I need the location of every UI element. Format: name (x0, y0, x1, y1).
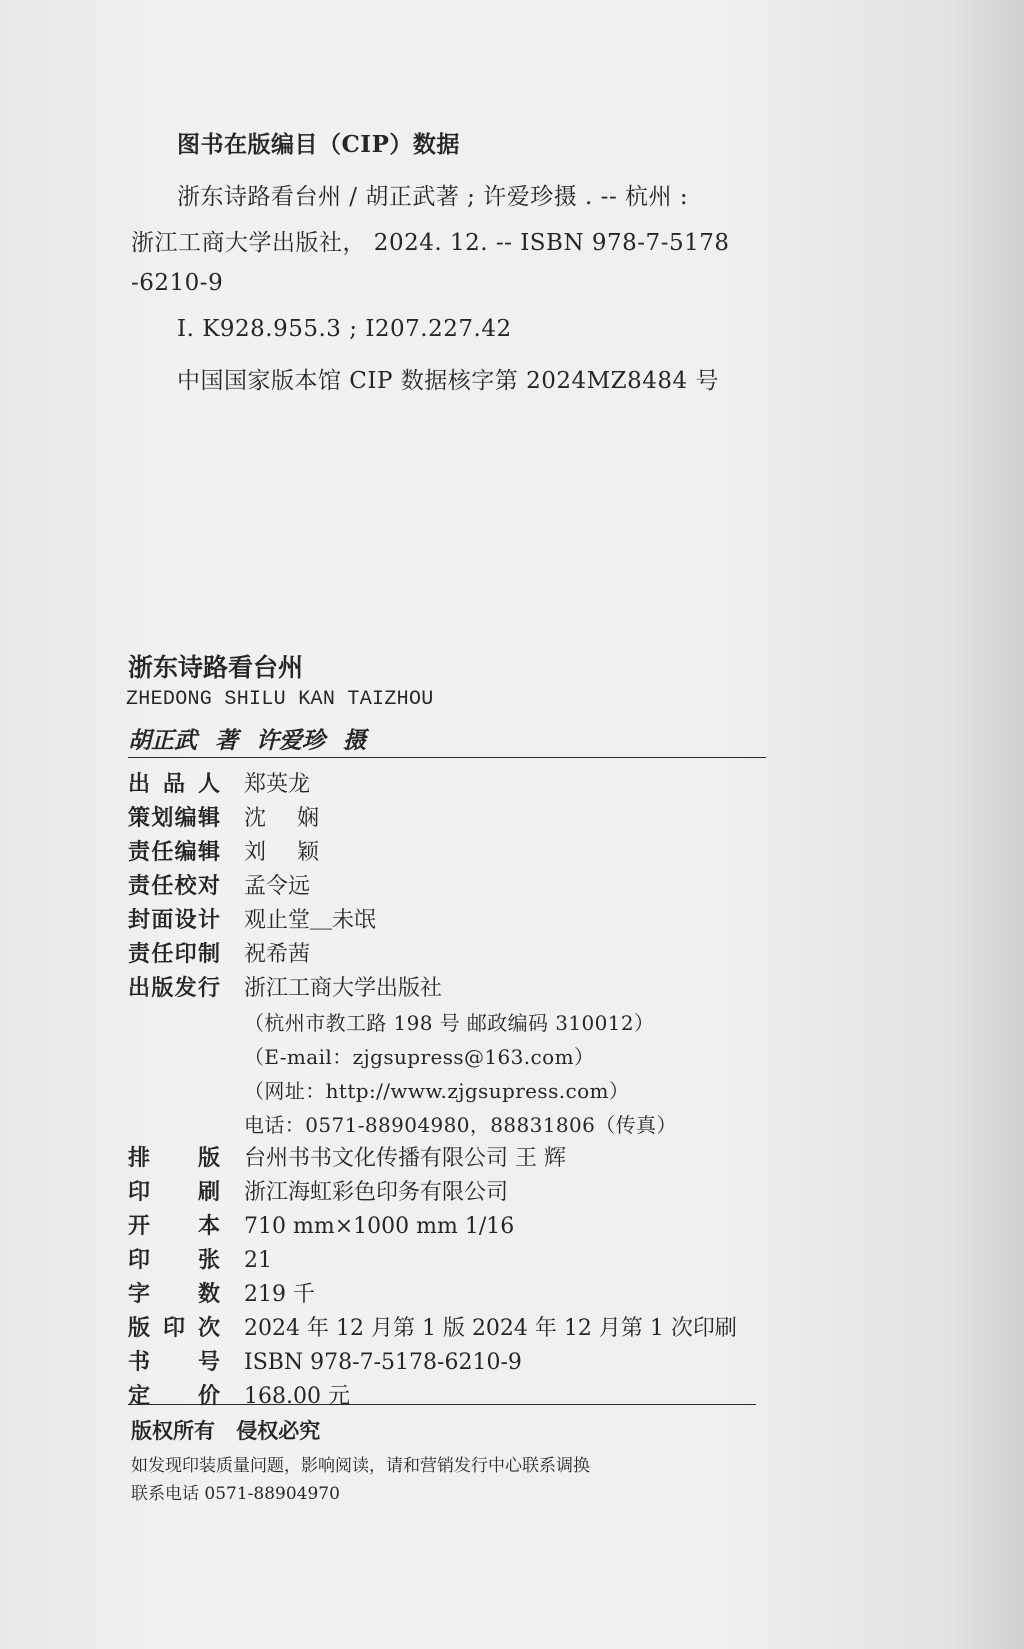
credit-row (128, 870, 768, 904)
cip-line-2: 浙江工商大学出版社， 2024. 12. -- ISBN 978-7-5178 (131, 230, 730, 256)
credit-row (128, 802, 768, 836)
spec-value: ISBN 978-7-5178-6210-9 (244, 1350, 522, 1375)
spec-value: 219 千 (244, 1282, 315, 1307)
spec-label: 印张 (128, 1248, 220, 1273)
publisher-website: （网址：http://www.zjgsupress.com） (244, 1079, 630, 1103)
credit-label: 责任印制 (128, 942, 220, 967)
credit-label: 责任校对 (128, 874, 220, 899)
spec-row (128, 1278, 768, 1312)
credit-label: 封面设计 (128, 908, 220, 933)
spec-value: 台州书书文化传播有限公司 王 辉 (244, 1146, 566, 1171)
credit-row (128, 938, 768, 972)
book-title: 浙东诗路看台州 (128, 653, 304, 682)
credit-row (128, 904, 768, 938)
publisher-email: （E-mail：zjgsupress@163.com） (244, 1045, 595, 1069)
credit-row (128, 972, 768, 1006)
cip-line-3: -6210-9 (131, 270, 224, 296)
copyright-notice: 版权所有 侵权必究 (131, 1419, 321, 1443)
spec-row (128, 1380, 768, 1414)
cip-line-1: 浙东诗路看台州 / 胡正武著 ; 许爱珍摄 . -- 杭州 : (177, 184, 689, 210)
credit-value: 浙江工商大学出版社 (244, 976, 443, 1001)
credit-label: 策划编辑 (128, 806, 220, 831)
cip-classification: Ⅰ. K928.955.3 ; I207.227.42 (177, 316, 512, 342)
spec-label: 版印次 (128, 1316, 220, 1341)
spec-label: 定价 (128, 1384, 220, 1409)
credit-value: 郑英龙 (244, 772, 311, 797)
spec-value: 浙江海虹彩色印务有限公司 (244, 1180, 509, 1205)
spec-row (128, 1244, 768, 1278)
divider-top (128, 757, 766, 758)
credit-label: 出版发行 (128, 976, 220, 1001)
credit-value: 观止堂＿未氓 (244, 908, 377, 933)
credit-row (128, 768, 768, 802)
publisher-address: （杭州市教工路 198 号 邮政编码 310012） (244, 1011, 655, 1035)
spec-row (128, 1312, 768, 1346)
spec-value: 2024 年 12 月第 1 版 2024 年 12 月第 1 次印刷 (244, 1316, 737, 1341)
cip-verification: 中国国家版本馆 CIP 数据核字第 2024MZ8484 号 (177, 368, 720, 394)
credit-row (128, 836, 768, 870)
cip-title: 图书在版编目（CIP）数据 (177, 131, 460, 158)
credits-table (128, 768, 768, 1414)
credit-value: 祝希茜 (244, 942, 311, 967)
spec-row (128, 1210, 768, 1244)
book-pinyin: ZHEDONG SHILU KAN TAIZHOU (126, 688, 434, 711)
spec-row (128, 1142, 768, 1176)
contact-phone: 联系电话 0571-88904970 (131, 1484, 340, 1504)
credit-label: 责任编辑 (128, 840, 220, 865)
credit-value: 沈 娴 (244, 806, 331, 831)
publisher-phone: 电话：0571-88904980，88831806（传真） (244, 1113, 677, 1137)
spec-label: 开本 (128, 1214, 220, 1239)
spec-label: 排版 (128, 1146, 220, 1171)
spec-label: 印刷 (128, 1180, 220, 1205)
quality-notice: 如发现印装质量问题，影响阅读，请和营销发行中心联系调换 (131, 1456, 590, 1476)
book-authors: 胡正武 著 许爱珍 摄 (128, 727, 367, 754)
spec-value: 710 mm×1000 mm 1/16 (244, 1214, 515, 1239)
spec-value: 21 (244, 1248, 272, 1273)
spec-label: 书号 (128, 1350, 220, 1375)
credit-label: 出品人 (128, 772, 220, 797)
divider-bottom (128, 1404, 756, 1405)
spec-value: 168.00 元 (244, 1384, 350, 1409)
spec-row (128, 1176, 768, 1210)
credit-value: 孟令远 (244, 874, 311, 899)
credit-value: 刘 颖 (244, 840, 331, 865)
spec-row (128, 1346, 768, 1380)
spec-label: 字数 (128, 1282, 220, 1307)
